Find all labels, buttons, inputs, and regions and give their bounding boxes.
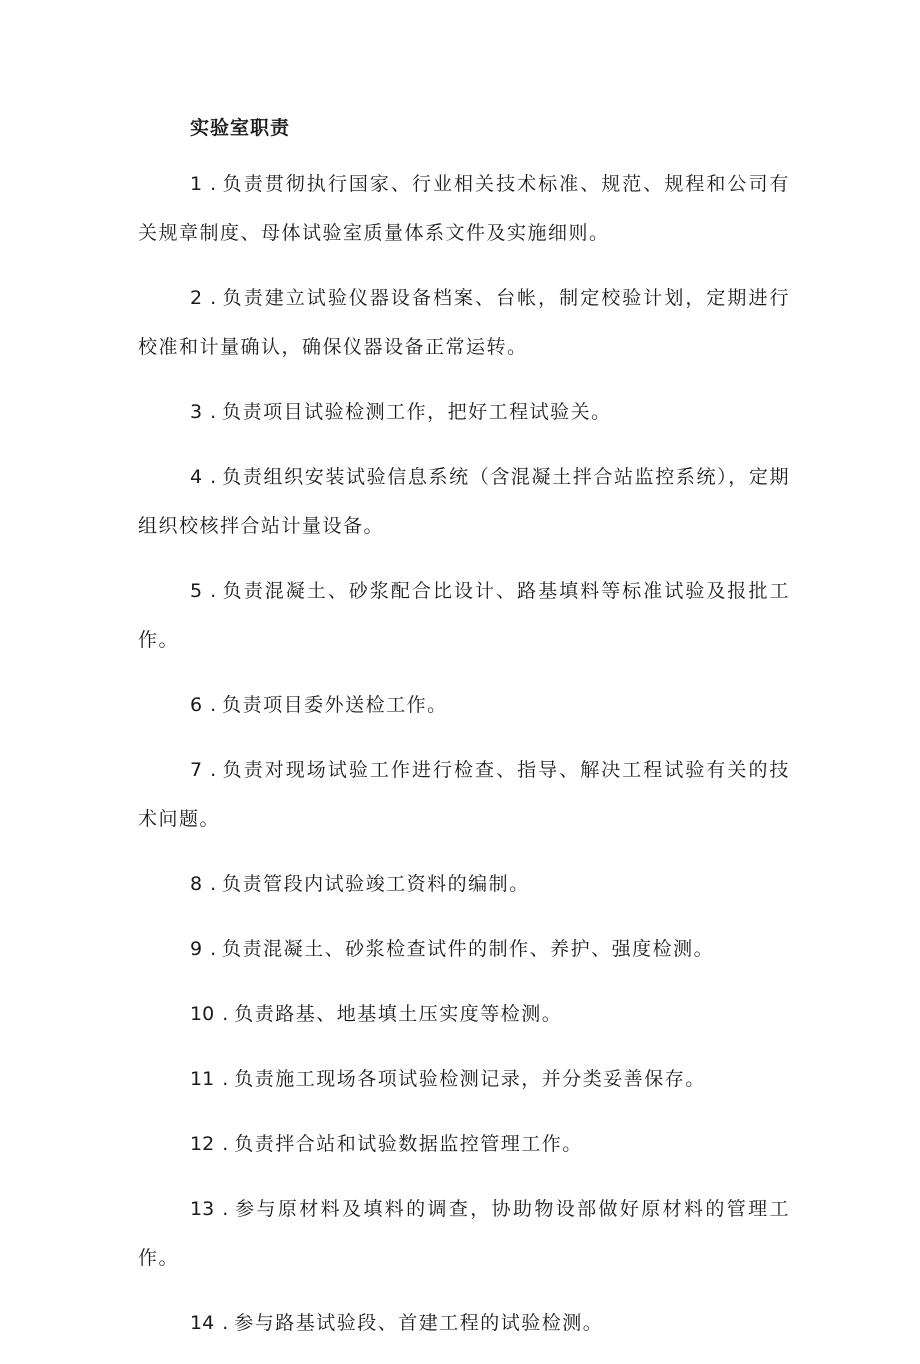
item-text: 负责拌合站和试验数据监控管理工作。 bbox=[234, 1133, 583, 1155]
list-item bbox=[138, 160, 790, 258]
item-text: 参与路基试验段、首建工程的试验检测。 bbox=[234, 1312, 604, 1334]
list-item bbox=[138, 860, 790, 909]
item-text: 负责路基、地基填土压实度等检测。 bbox=[234, 1003, 563, 1025]
item-separator: . bbox=[210, 694, 217, 716]
document-title: 实验室职责 bbox=[190, 117, 291, 139]
item-number: 2 bbox=[190, 287, 203, 309]
item-separator: . bbox=[222, 1003, 229, 1025]
item-text: 负责组织安装试验信息系统（含混凝土拌合站监控系统），定期组织校核拌合站计量设备。 bbox=[138, 466, 790, 537]
responsibility-list bbox=[138, 160, 790, 1364]
list-item bbox=[138, 453, 790, 551]
item-number: 9 bbox=[190, 938, 203, 960]
item-number: 11 bbox=[190, 1068, 215, 1090]
item-number: 6 bbox=[190, 694, 203, 716]
item-number: 5 bbox=[190, 580, 203, 602]
item-separator: . bbox=[222, 1312, 229, 1334]
list-item bbox=[138, 567, 790, 665]
item-number: 10 bbox=[190, 1003, 215, 1025]
item-text: 负责施工现场各项试验检测记录，并分类妥善保存。 bbox=[234, 1068, 706, 1090]
item-text: 负责混凝土、砂浆配合比设计、路基填料等标准试验及报批工作。 bbox=[138, 580, 790, 651]
item-text: 负责建立试验仪器设备档案、台帐，制定校验计划，定期进行校准和计量确认，确保仪器设备正常运转。 bbox=[138, 287, 790, 358]
item-number: 4 bbox=[190, 466, 203, 488]
list-item bbox=[138, 681, 790, 730]
list-item bbox=[138, 388, 790, 437]
list-item bbox=[138, 1299, 790, 1348]
list-item bbox=[138, 1185, 790, 1283]
item-number: 3 bbox=[190, 401, 203, 423]
item-separator: . bbox=[210, 759, 217, 781]
item-separator: . bbox=[222, 1198, 229, 1220]
item-separator: . bbox=[210, 873, 217, 895]
item-number: 13 bbox=[190, 1198, 215, 1220]
list-item bbox=[138, 1120, 790, 1169]
item-text: 参与原材料及填料的调查，协助物设部做好原材料的管理工作。 bbox=[138, 1198, 790, 1269]
item-number: 12 bbox=[190, 1133, 215, 1155]
list-item bbox=[138, 925, 790, 974]
item-number: 8 bbox=[190, 873, 203, 895]
item-text: 负责管段内试验竣工资料的编制。 bbox=[222, 873, 530, 895]
item-text: 负责混凝土、砂浆检查试件的制作、养护、强度检测。 bbox=[222, 938, 715, 960]
item-text: 负责对现场试验工作进行检查、指导、解决工程试验有关的技术问题。 bbox=[138, 759, 790, 830]
item-separator: . bbox=[210, 938, 217, 960]
item-separator: . bbox=[222, 1068, 229, 1090]
list-item bbox=[138, 990, 790, 1039]
list-item bbox=[138, 1055, 790, 1104]
item-separator: . bbox=[210, 580, 217, 602]
item-separator: . bbox=[210, 173, 217, 195]
item-number: 7 bbox=[190, 759, 203, 781]
item-separator: . bbox=[210, 401, 217, 423]
item-text: 负责项目试验检测工作，把好工程试验关。 bbox=[222, 401, 612, 423]
list-item bbox=[138, 746, 790, 844]
item-separator: . bbox=[222, 1133, 229, 1155]
item-number: 14 bbox=[190, 1312, 215, 1334]
item-number: 1 bbox=[190, 173, 203, 195]
item-text: 负责贯彻执行国家、行业相关技术标准、规范、规程和公司有关规章制度、母体试验室质量体系文件及实施细则。 bbox=[138, 173, 790, 244]
item-separator: . bbox=[210, 466, 217, 488]
item-text: 负责项目委外送检工作。 bbox=[222, 694, 448, 716]
item-separator: . bbox=[210, 287, 217, 309]
list-item bbox=[138, 274, 790, 372]
